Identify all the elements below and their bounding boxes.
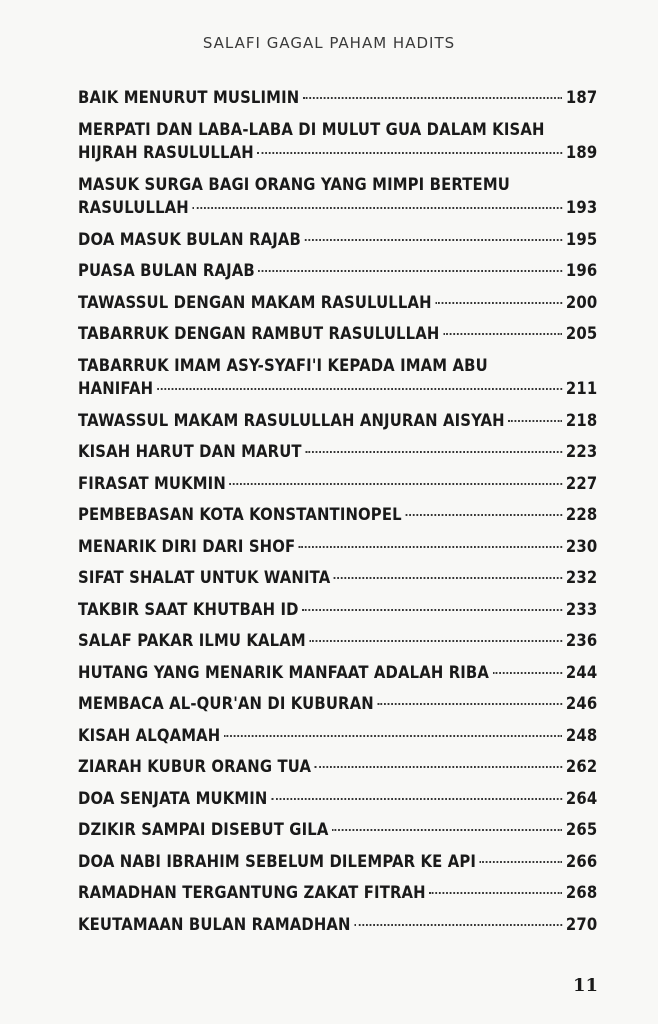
toc-page-number: 268 [565, 883, 598, 902]
toc-entry [78, 535, 598, 559]
toc-line [78, 377, 597, 401]
toc-entry [78, 354, 598, 401]
toc-page-number: 223 [565, 442, 598, 461]
toc-line [78, 692, 597, 716]
toc-line [78, 755, 597, 779]
toc-title: PEMBEBASAN KOTA KONSTANTINOPEL [78, 505, 402, 524]
toc-entry [78, 259, 598, 283]
toc-page-number: 200 [565, 292, 598, 312]
toc-line [78, 322, 597, 346]
dot-leader [258, 270, 562, 272]
toc-page-number: 187 [565, 88, 598, 107]
toc-page-number: 195 [565, 229, 598, 249]
toc-page-number: 189 [565, 143, 598, 162]
dot-leader [230, 483, 563, 485]
toc-page-number: 248 [565, 725, 598, 745]
toc-title: KISAH ALQAMAH [78, 725, 221, 745]
toc-page-number: 264 [565, 788, 598, 808]
toc-page-number: 211 [565, 379, 598, 398]
toc-line [78, 228, 597, 252]
toc-entry [78, 629, 598, 653]
toc-page-number: 196 [565, 261, 598, 280]
toc-page-number: 270 [565, 914, 598, 934]
toc-entry [78, 755, 598, 779]
dot-leader [493, 672, 563, 674]
toc-title: RAMADHAN TERGANTUNG ZAKAT FITRAH [78, 883, 426, 902]
toc-title: HIJRAH RASULULLAH [78, 143, 254, 162]
toc-page-number: 266 [565, 851, 598, 871]
toc-title: ZIARAH KUBUR ORANG TUA [78, 757, 312, 776]
toc-entry [78, 472, 598, 496]
dot-leader [354, 924, 562, 926]
toc-title: SIFAT SHALAT UNTUK WANITA [78, 568, 331, 587]
toc-entry [78, 86, 598, 110]
toc-page-number: 205 [565, 324, 598, 343]
dot-leader [192, 207, 562, 209]
toc-line [78, 141, 597, 165]
toc-line [78, 818, 597, 842]
toc-line [78, 291, 597, 315]
toc-line [78, 724, 597, 748]
running-header: SALAFI GAGAL PAHAM HADITS [202, 34, 456, 52]
dot-leader [405, 514, 562, 516]
toc-entry [78, 118, 598, 165]
toc-title: HUTANG YANG MENARIK MANFAAT ADALAH RIBA [78, 662, 490, 682]
toc-title: FIRASAT MUKMIN [78, 473, 226, 493]
toc-entry [78, 913, 598, 937]
toc-page-number: 262 [565, 757, 598, 776]
toc-entry [78, 787, 598, 811]
toc-line [78, 881, 597, 905]
toc-line [78, 661, 597, 685]
dot-leader [443, 333, 562, 335]
toc-title: RASULULLAH [78, 198, 189, 217]
toc-title: MENARIK DIRI DARI SHOF [78, 536, 296, 556]
toc-title: BAIK MENURUT MUSLIMIN [78, 88, 300, 107]
toc-line [78, 787, 597, 811]
toc-title-line: MERPATI DAN LABA-LABA DI MULUT GUA DALAM KISAH [78, 119, 545, 139]
toc-entry [78, 818, 598, 842]
toc-entry [78, 724, 598, 748]
toc-page-number: 193 [565, 198, 598, 217]
toc-title: TAWASSUL DENGAN MAKAM RASULULLAH [78, 292, 432, 312]
toc-title-line: MASUK SURGA BAGI ORANG YANG MIMPI BERTEMU [78, 174, 510, 194]
toc-page-number: 244 [565, 662, 598, 682]
toc-line [78, 566, 597, 590]
toc-line [78, 86, 597, 110]
toc-entry [78, 692, 598, 716]
toc-title: DOA NABI IBRAHIM SEBELUM DILEMPAR KE API [78, 851, 477, 871]
toc-line [78, 598, 597, 622]
toc-page-number: 227 [565, 473, 598, 493]
toc-entry [78, 409, 598, 433]
toc-entry [78, 228, 598, 252]
dot-leader [257, 152, 562, 154]
toc-line [78, 196, 597, 220]
toc-title: HANIFAH [78, 379, 154, 398]
toc-entry [78, 566, 598, 590]
toc-line [78, 440, 597, 464]
toc-entry [78, 881, 598, 905]
toc-entry [78, 850, 598, 874]
dot-leader [309, 640, 562, 642]
dot-leader [224, 735, 562, 737]
toc-entry [78, 440, 598, 464]
toc-title: PUASA BULAN RAJAB [78, 261, 255, 280]
toc-title-line: TABARRUK IMAM ASY-SYAFI'I KEPADA IMAM ABU [78, 355, 488, 375]
toc-entry [78, 503, 598, 527]
dot-leader [334, 577, 562, 579]
dot-leader [157, 388, 562, 390]
toc-line [78, 629, 597, 653]
toc-entry [78, 322, 598, 346]
toc-page-number: 232 [565, 568, 598, 587]
page-number: 11 [572, 975, 598, 996]
toc-title: MEMBACA AL-QUR'AN DI KUBURAN [78, 694, 374, 713]
dot-leader [299, 546, 562, 548]
toc-title: TABARRUK DENGAN RAMBUT RASULULLAH [78, 324, 440, 343]
dot-leader [315, 766, 563, 768]
dot-leader [305, 451, 562, 453]
dot-leader [480, 861, 563, 863]
toc-entry [78, 598, 598, 622]
dot-leader [377, 703, 562, 705]
toc-title: DOA MASUK BULAN RAJAB [78, 229, 301, 249]
toc-title: SALAF PAKAR ILMU KALAM [78, 631, 306, 650]
table-of-contents [78, 86, 598, 944]
toc-page-number: 246 [565, 694, 598, 713]
toc-title: DOA SENJATA MUKMIN [78, 788, 268, 808]
dot-leader [429, 892, 562, 894]
toc-page-number: 230 [565, 536, 598, 556]
toc-title: TAWASSUL MAKAM RASULULLAH ANJURAN AISYAH [78, 410, 505, 430]
toc-line [78, 259, 597, 283]
toc-page-number: 236 [565, 631, 598, 650]
dot-leader [302, 609, 562, 611]
dot-leader [435, 302, 562, 304]
toc-title: DZIKIR SAMPAI DISEBUT GILA [78, 820, 329, 839]
dot-leader [332, 829, 562, 831]
toc-line [78, 535, 597, 559]
toc-entry [78, 661, 598, 685]
dot-leader [305, 239, 563, 241]
toc-line [78, 503, 597, 527]
dot-leader [271, 798, 562, 800]
toc-title: KISAH HARUT DAN MARUT [78, 442, 302, 461]
dot-leader [508, 420, 562, 422]
toc-entry [78, 291, 598, 315]
toc-page-number: 265 [565, 820, 598, 839]
toc-page-number: 218 [565, 410, 598, 430]
dot-leader [303, 97, 562, 99]
toc-page-number: 228 [565, 505, 598, 524]
toc-page-number: 233 [565, 599, 598, 619]
toc-title: TAKBIR SAAT KHUTBAH ID [78, 599, 299, 619]
toc-line [78, 850, 597, 874]
toc-entry [78, 173, 598, 220]
toc-line [78, 472, 597, 496]
toc-line [78, 913, 597, 937]
toc-title: KEUTAMAAN BULAN RAMADHAN [78, 914, 351, 934]
toc-line [78, 409, 597, 433]
